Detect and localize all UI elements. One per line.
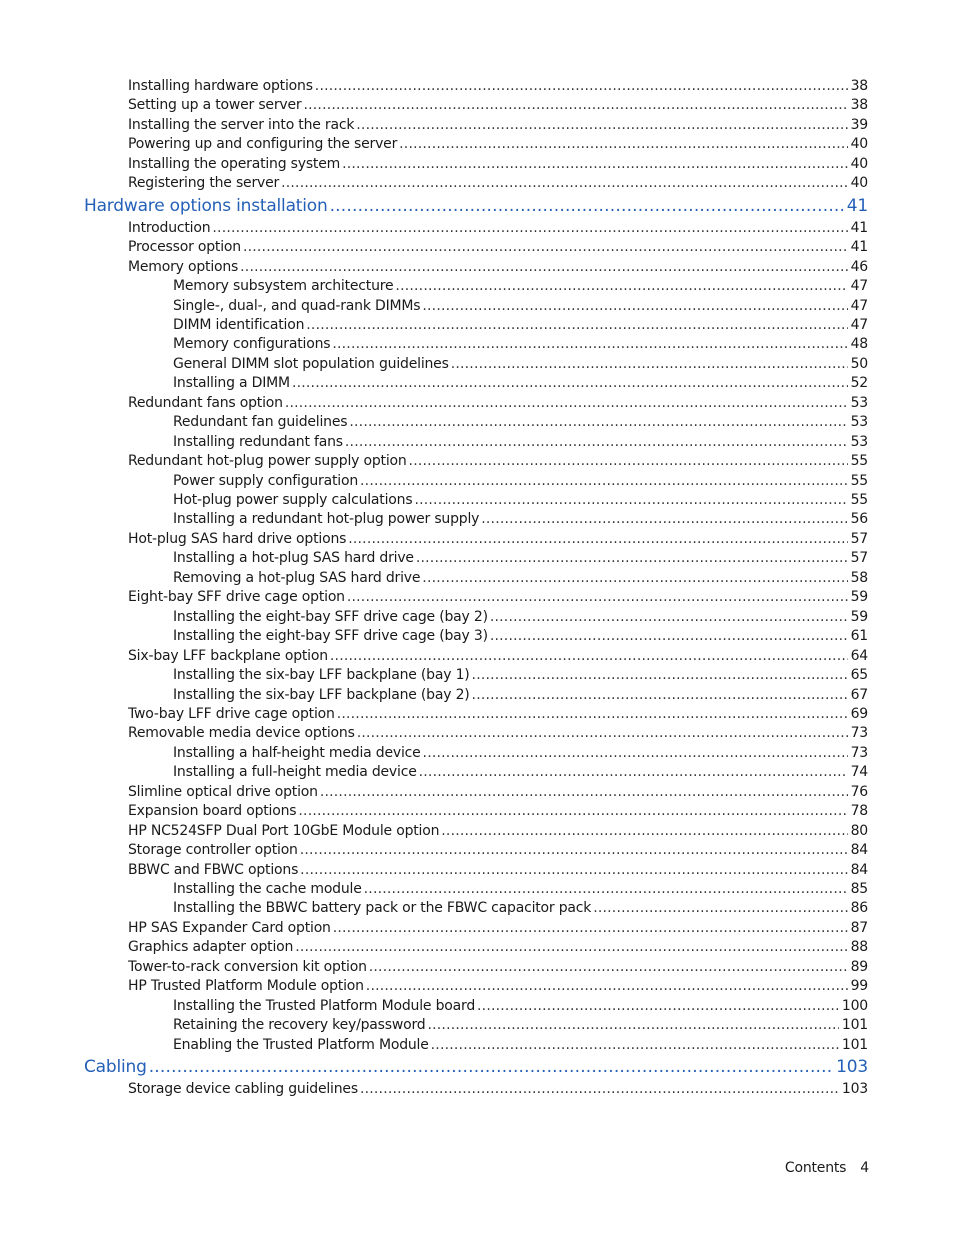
toc-leader-dots (348, 530, 847, 548)
toc-entry-title: Setting up a tower server (128, 97, 302, 114)
toc-entry[interactable] (128, 822, 868, 840)
toc-entry[interactable] (128, 861, 868, 879)
toc-entry[interactable] (128, 724, 868, 742)
toc-leader-dots (441, 822, 847, 840)
toc-leader-dots (356, 116, 847, 134)
toc-entry-title: Redundant fan guidelines (173, 414, 348, 431)
toc-entry-title: Installing the eight-bay SFF drive cage (bay 2) (173, 608, 488, 625)
toc-leader-dots (320, 783, 848, 801)
toc-entry-title: Hot-plug SAS hard drive options (128, 530, 347, 547)
toc-entry-page: 80 (850, 822, 868, 839)
toc-entry-title: Hot-plug power supply calculations (173, 492, 413, 508)
toc-leader-dots (360, 1080, 839, 1098)
toc-leader-dots (369, 958, 848, 976)
toc-leader-dots (477, 997, 839, 1015)
toc-entry[interactable] (173, 997, 868, 1015)
toc-leader-dots (333, 919, 848, 937)
toc-entry[interactable] (128, 116, 868, 134)
toc-entry-title: Six-bay LFF backplane option (128, 647, 328, 664)
toc-entry[interactable] (173, 1036, 868, 1054)
page-footer (785, 1159, 869, 1177)
toc-entry-page: 47 (850, 278, 868, 295)
toc-entry-page: 64 (850, 647, 868, 664)
toc-entry-title: Installing the Trusted Platform Module board (173, 997, 476, 1014)
toc-entry[interactable] (173, 472, 868, 490)
toc-leader-dots (395, 277, 847, 295)
toc-entry[interactable] (173, 686, 868, 704)
toc-entry-page: 99 (850, 978, 868, 995)
toc-entry[interactable] (173, 413, 868, 431)
toc-entry-title: Power supply configuration (173, 472, 359, 489)
toc-leader-dots (295, 938, 847, 956)
toc-entry-title: Single-, dual-, and quad-rank DIMMs (173, 297, 421, 314)
toc-section-heading[interactable] (84, 195, 868, 217)
toc-leader-dots (414, 491, 847, 509)
toc-entry[interactable] (128, 783, 868, 801)
toc-entry[interactable] (128, 977, 868, 995)
toc-entry[interactable] (128, 135, 868, 153)
toc-entry[interactable] (173, 899, 868, 917)
toc-leader-dots (431, 1036, 839, 1054)
toc-entry[interactable] (173, 880, 868, 898)
toc-entry[interactable] (128, 96, 868, 114)
toc-leader-dots (360, 472, 848, 490)
toc-entry-title: Installing the BBWC battery pack or the FBWC capacitor pack (173, 900, 592, 917)
toc-leader-dots (593, 899, 847, 917)
toc-leader-dots (347, 588, 848, 606)
toc-leader-dots (337, 705, 848, 723)
toc-entry-page: 69 (850, 705, 868, 722)
toc-entry-title: BBWC and FBWC options (128, 861, 299, 878)
toc-entry-title: Tower-to-rack conversion kit option (128, 958, 367, 975)
toc-entry[interactable] (128, 238, 868, 256)
toc-leader-dots (300, 841, 848, 859)
toc-entry-title: Storage device cabling guidelines (128, 1081, 358, 1098)
toc-entry[interactable] (173, 666, 868, 684)
toc-leader-dots (330, 647, 848, 665)
toc-entry-title: Installing a redundant hot-plug power supply (173, 511, 480, 528)
toc-entry-title: Introduction (128, 219, 211, 236)
toc-entry-page: 53 (850, 394, 868, 411)
toc-entry[interactable] (173, 569, 868, 587)
toc-entry-page: 41 (850, 219, 868, 236)
toc-entry[interactable] (173, 277, 868, 295)
toc-entry-page: 40 (850, 136, 868, 153)
toc-entry-title: General DIMM slot population guidelines (173, 355, 449, 372)
toc-leader-dots (345, 433, 848, 451)
toc-entry-title: HP Trusted Platform Module option (128, 978, 364, 995)
toc-entry-page: 74 (850, 764, 868, 781)
toc-entry[interactable] (128, 647, 868, 665)
toc-entry-page: 39 (850, 116, 868, 133)
toc-leader-dots (149, 1056, 833, 1078)
toc-leader-dots (240, 258, 847, 276)
toc-entry-page: 38 (850, 97, 868, 114)
toc-entry[interactable] (173, 355, 868, 373)
toc-entry-page: 103 (836, 1057, 868, 1078)
toc-entry-title: Installing a DIMM (173, 375, 290, 392)
toc-entry-page: 56 (850, 511, 868, 528)
toc-entry[interactable] (128, 802, 868, 820)
toc-entry-title: Memory options (128, 258, 239, 275)
toc-entry-page: 58 (850, 569, 868, 586)
toc-entry-title: Removable media device options (128, 725, 355, 742)
toc-entry-page: 55 (850, 492, 868, 508)
toc-entry-page: 40 (850, 175, 868, 192)
toc-entry-title: Processor option (128, 239, 241, 256)
toc-entry[interactable] (128, 77, 868, 95)
toc-entry[interactable] (128, 588, 868, 606)
toc-entry[interactable] (128, 155, 868, 173)
toc-entry-title: Enabling the Trusted Platform Module (173, 1036, 429, 1053)
toc-entry-title: Installing a full-height media device (173, 764, 417, 781)
toc-entry[interactable] (128, 452, 868, 470)
toc-entry[interactable] (173, 627, 868, 645)
toc-entry[interactable] (173, 335, 868, 353)
toc-entry-page: 73 (850, 744, 868, 761)
toc-entry-page: 61 (850, 628, 868, 645)
toc-leader-dots (472, 686, 848, 704)
toc-leader-dots (315, 77, 848, 95)
toc-leader-dots (422, 297, 847, 315)
toc-entry-title: Slimline optical drive option (128, 783, 318, 800)
toc-entry[interactable] (173, 608, 868, 626)
toc-leader-dots (332, 335, 847, 353)
toc-leader-dots (306, 316, 847, 334)
toc-entry-page: 55 (850, 453, 868, 470)
footer-page-number: 4 (860, 1160, 869, 1176)
toc-entry[interactable] (173, 491, 868, 509)
toc-leader-dots (357, 724, 848, 742)
toc-entry-title: Eight-bay SFF drive cage option (128, 589, 345, 606)
toc-entry-page: 59 (850, 608, 868, 625)
toc-entry-title: Redundant fans option (128, 394, 283, 411)
toc-leader-dots (366, 977, 848, 995)
toc-entry-title: Removing a hot-plug SAS hard drive (173, 569, 421, 586)
toc-entry-title: Graphics adapter option (128, 939, 294, 956)
toc-entry-page: 53 (850, 433, 868, 450)
toc-entry[interactable] (128, 919, 868, 937)
footer-section-label: Contents (784, 1160, 847, 1176)
toc-entry-page: 48 (850, 336, 868, 353)
toc-leader-dots (330, 195, 844, 217)
toc-leader-dots (300, 861, 847, 879)
toc-leader-dots (399, 135, 847, 153)
toc-entry-title: Expansion board options (128, 803, 297, 820)
toc-leader-dots (285, 394, 848, 412)
toc-entry-page: 38 (850, 78, 868, 94)
toc-leader-dots (298, 802, 847, 820)
toc-entry-page: 87 (850, 919, 868, 936)
toc-entry[interactable] (173, 763, 868, 781)
toc-entry-title: Cabling (84, 1057, 147, 1078)
toc-entry-title: Installing the six-bay LFF backplane (bay 2) (173, 686, 470, 703)
toc-entry-page: 41 (846, 195, 868, 216)
toc-entry[interactable] (128, 1080, 868, 1098)
toc-leader-dots (303, 96, 847, 114)
toc-entry-page: 78 (850, 803, 868, 820)
toc-entry-page: 57 (850, 550, 868, 567)
toc-entry-page: 52 (850, 375, 868, 392)
toc-entry[interactable] (128, 219, 868, 237)
toc-entry-title: DIMM identification (173, 316, 305, 333)
toc-entry[interactable] (173, 744, 868, 762)
toc-entry[interactable] (128, 258, 868, 276)
toc-entry[interactable] (128, 958, 868, 976)
toc-entry-title: HP SAS Expander Card option (128, 919, 331, 936)
toc-entry-title: Installing the server into the rack (128, 116, 355, 133)
toc-section-heading[interactable] (84, 1056, 868, 1078)
toc-entry-title: Hardware options installation (84, 195, 328, 216)
toc-entry-title: Two-bay LFF drive cage option (128, 705, 335, 722)
toc-entry-title: HP NC524SFP Dual Port 10GbE Module option (128, 822, 440, 839)
toc-entry-page: 73 (850, 725, 868, 742)
toc-leader-dots (490, 627, 848, 645)
toc-leader-dots (243, 238, 848, 256)
toc-entry-title: Memory configurations (173, 336, 331, 353)
toc-entry[interactable] (173, 316, 868, 334)
toc-entry-page: 59 (850, 589, 868, 606)
toc-leader-dots (292, 374, 848, 392)
toc-entry-page: 89 (850, 958, 868, 975)
toc-entry[interactable] (173, 297, 868, 315)
toc-entry-page: 50 (850, 355, 868, 372)
toc-leader-dots (416, 549, 848, 567)
toc-entry-title: Installing redundant fans (173, 433, 343, 450)
toc-entry-page: 103 (841, 1081, 868, 1098)
toc-entry-page: 46 (850, 258, 868, 275)
toc-leader-dots (423, 744, 848, 762)
toc-entry-title: Retaining the recovery key/password (173, 1017, 426, 1034)
toc-leader-dots (281, 174, 847, 192)
toc-entry-page: 67 (850, 686, 868, 703)
toc-entry-page: 55 (850, 472, 868, 489)
toc-entry-page: 101 (841, 1017, 868, 1034)
toc-entry-page: 101 (841, 1036, 868, 1053)
toc-entry-page: 85 (850, 881, 868, 897)
toc-entry-page: 88 (850, 939, 868, 956)
toc-entry[interactable] (128, 394, 868, 412)
toc-entry-title: Memory subsystem architecture (173, 278, 394, 295)
toc-entry[interactable] (173, 433, 868, 451)
toc-entry-page: 84 (850, 842, 868, 859)
toc-entry-title: Installing the six-bay LFF backplane (bay 1) (173, 667, 470, 684)
toc-leader-dots (364, 880, 848, 898)
toc-entry-title: Installing a hot-plug SAS hard drive (173, 550, 414, 567)
toc-entry-page: 53 (850, 414, 868, 431)
toc-entry[interactable] (128, 841, 868, 859)
toc-entry[interactable] (173, 549, 868, 567)
toc-entry-page: 40 (850, 155, 868, 172)
toc-leader-dots (419, 763, 848, 781)
toc-leader-dots (481, 510, 847, 528)
toc-entry-title: Installing a half-height media device (173, 744, 421, 761)
toc-entry-page: 65 (850, 667, 868, 684)
toc-entry-page: 47 (850, 316, 868, 333)
toc-entry-page: 86 (850, 900, 868, 917)
toc-entry-page: 84 (850, 861, 868, 878)
toc-entry[interactable] (128, 938, 868, 956)
toc-leader-dots (409, 452, 848, 470)
toc-leader-dots (427, 1016, 838, 1034)
toc-leader-dots (490, 608, 848, 626)
toc-entry-page: 41 (850, 239, 868, 256)
toc-entry[interactable] (128, 530, 868, 548)
toc-entry-title: Installing the eight-bay SFF drive cage (bay 3) (173, 628, 488, 645)
toc-entry-title: Registering the server (128, 175, 280, 192)
toc-entry-title: Installing the cache module (173, 881, 362, 897)
toc-leader-dots (451, 355, 848, 373)
toc-leader-dots (212, 219, 847, 237)
toc-entry-title: Storage controller option (128, 842, 298, 859)
toc-entry-page: 76 (850, 783, 868, 800)
toc-entry[interactable] (128, 705, 868, 723)
toc-entry-title: Installing hardware options (128, 78, 313, 94)
toc-entry-page: 100 (841, 997, 868, 1014)
toc-entry[interactable] (173, 374, 868, 392)
toc-entry[interactable] (173, 1016, 868, 1034)
toc-entry-title: Installing the operating system (128, 155, 341, 172)
toc-entry-title: Powering up and configuring the server (128, 136, 398, 153)
toc-leader-dots (472, 666, 848, 684)
toc-leader-dots (422, 569, 847, 587)
toc-leader-dots (342, 155, 848, 173)
toc-entry-page: 47 (850, 297, 868, 314)
toc-leader-dots (349, 413, 847, 431)
toc-entry[interactable] (173, 510, 868, 528)
toc-entry-page: 57 (850, 530, 868, 547)
toc-entry-title: Redundant hot-plug power supply option (128, 453, 407, 470)
toc-entry[interactable] (128, 174, 868, 192)
